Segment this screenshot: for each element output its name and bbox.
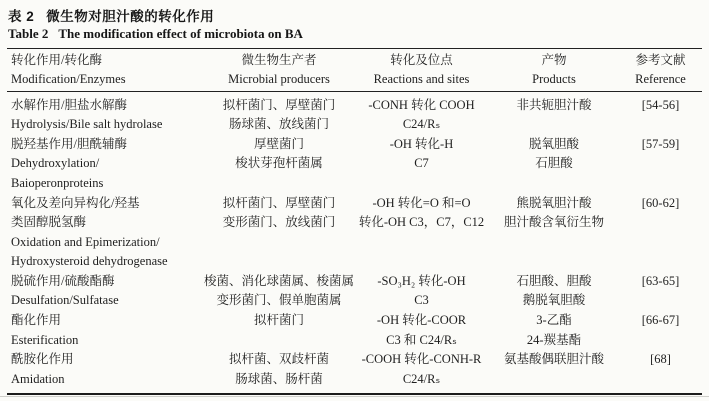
table-cell: -OH 转化=O 和=O [372,195,471,210]
table-title-en-text: The modification effect of microbiota on BA [58,26,303,41]
table-cell: Amidation [11,371,65,386]
table-row [7,173,702,193]
table-cell: Desulfation/Sulfatase [11,293,119,308]
table-cell: C3 和 C24/Rₛ [386,332,457,347]
table-cell: Baioperonproteins [11,175,104,190]
table-cell: 变形菌门、假单胞菌属 [216,293,342,308]
table-cell: -CONH 转化 COOH [368,97,475,112]
header-cell: 参考文献 [635,53,686,67]
table-cell: 酰胺化作用 [11,352,74,367]
table-row [7,252,702,272]
table-title-cn-label: 表 2 [8,9,35,24]
table-row [7,154,702,174]
table-cell: 厚壁菌门 [253,136,304,151]
table-title-en [8,26,303,42]
table-cell: 拟杆菌门 [253,313,304,328]
table-cell: 梭菌、消化球菌属、梭菌属 [204,273,355,288]
header-cell: Reference [635,71,686,86]
header-cell: 微生物生产者 [241,53,317,67]
table-cell: 脱氧胆酸 [528,136,579,151]
table-title-cn-text: 微生物对胆汁酸的转化作用 [46,9,215,24]
header-cell: Reactions and sites [373,71,470,86]
table-cell: Hydrolysis/Bile salt hydrolase [11,117,163,132]
table-cell: 水解作用/胆盐水解酶 [11,97,127,112]
table-cell: 脱羟基作用/胆酰辅酶 [11,136,127,151]
table-cell: 鹅脱氧胆酸 [522,293,586,308]
table-row [7,232,702,252]
table-cell: [66-67] [641,313,680,328]
table-row [7,271,702,291]
header-row-en [7,70,702,89]
table-row [7,134,702,154]
header-cell: Microbial producers [228,71,330,86]
table-cell: 肠球菌、肠杆菌 [235,371,323,386]
table-cell: [68] [650,352,671,367]
header-cell: 转化作用/转化酶 [11,53,102,67]
table-row [7,115,702,135]
table-cell: 拟杆菌门、厚壁菌门 [222,195,336,210]
table-row [7,350,702,370]
header-row-cn [7,51,702,70]
table-cell: C24/Rₛ [402,371,441,386]
data-table [7,48,702,395]
table-row [7,291,702,311]
table-cell: 氧化及差向异构化/羟基 [11,195,140,210]
table-cell: Hydroxysteroid dehydrogenase [11,254,168,269]
table-cell: 熊脱氧胆汁酸 [516,195,592,210]
table-cell: 石胆酸、胆酸 [516,273,592,288]
table-cell: [57-59] [641,136,680,151]
header-cell: 产物 [541,53,567,67]
table-row [7,369,702,389]
table-row [7,311,702,331]
table-row [7,330,702,350]
table-cell: C24/Rₛ [402,117,441,132]
table-cell: -OH 转化-H [389,136,454,151]
header-cell: Products [532,71,576,86]
table-cell: 脱硫作用/硫酸酯酶 [11,273,115,288]
table-cell: -COOH 转化-CONH-R [361,352,482,367]
table-cell: 梭状芽孢杆菌属 [235,156,323,171]
header-cell: 转化及位点 [390,53,453,67]
header-cell: Modification/Enzymes [11,71,126,86]
table-cell: 肠球菌、放线菌门 [228,117,329,132]
scan-artifact-line [0,396,709,397]
table-title-cn [8,5,214,25]
table-cell: C3 [414,293,429,308]
table-cell: 胆汁酸含氧衍生物 [503,215,604,230]
table-title-en-label: Table 2 [8,26,49,41]
table-cell: 3-乙酯 [536,313,572,328]
table-cell: [63-65] [641,273,680,288]
table-cell: Dehydroxylation/ [11,156,100,171]
table-cell: [60-62] [641,195,680,210]
table-row [7,95,702,115]
table-cell: Oxidation and Epimerization/ [11,234,160,249]
table-cell: -OH 转化-COOR [376,313,467,328]
table-cell: 类固醇脱氢酶 [11,215,87,230]
table-cell: 酯化作用 [11,313,62,328]
table-cell: Esterification [11,332,79,347]
table-cell: -SO₃H₂ 转化-OH [377,273,466,288]
table-cell: 非共轭胆汁酸 [516,97,592,112]
table-cell: [54-56] [641,97,680,112]
table-row [7,193,702,213]
table-cell: 24-羰基酯 [526,332,582,347]
table-cell: 变形菌门、放线菌门 [222,215,336,230]
table-cell: 转化-OH C3，C7，C12 [358,215,485,230]
table-cell: 拟杆菌、双歧杆菌 [228,352,329,367]
table-cell: 拟杆菌门、厚壁菌门 [222,97,336,112]
table-body [7,92,702,395]
table-cell: 氨基酸偶联胆汁酸 [503,352,604,367]
table-cell: 石胆酸 [535,156,573,171]
table-cell: C7 [414,156,429,171]
table-row [7,213,702,233]
table-header [7,48,702,92]
